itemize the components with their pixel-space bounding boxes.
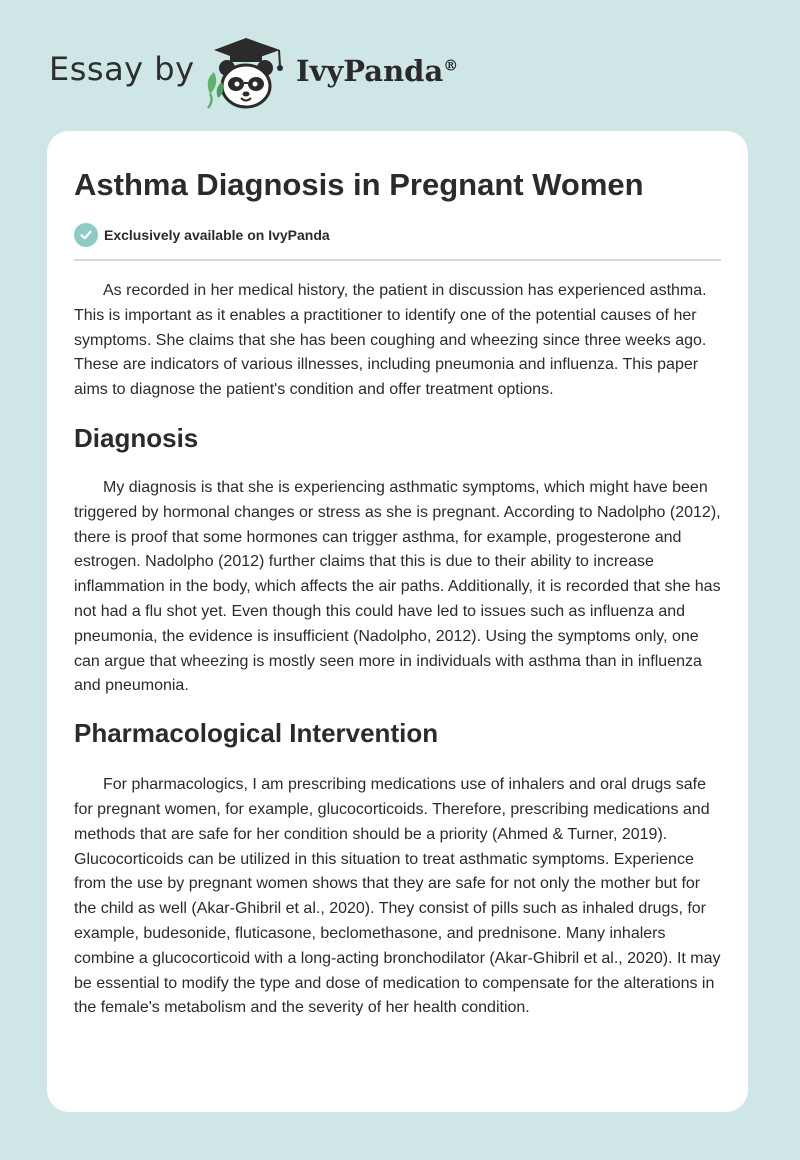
page-title: Asthma Diagnosis in Pregnant Women <box>74 167 644 202</box>
intro-paragraph: As recorded in her medical history, the patient in discussion has experienced asthma. This is important as it enables a practitioner to identify one of the potential causes of her symptoms. She claims that she has been coughing and wheezing since three weeks ago. These are indicators of various illnesses, including pneumonia and influenza. This paper aims to diagnose the patient's condition and offer treatment options. <box>74 282 707 399</box>
section-heading-diagnosis: Diagnosis <box>74 422 199 453</box>
article-card <box>47 131 748 1112</box>
section-body-pharmacological-intervention: For pharmacologics, I am prescribing medications use of inhalers and oral drugs safe for pregnant women, for example, glucocorticoids. Therefore, prescribing medications and methods that are safe for her condition should be a priority (Ahmed & Turner, 2019). Glucocorticoids can be utilized in this situation to treat asthmatic symptoms. Experience from the use by pregnant women shows that they are safe for not only the mother but for the child as well (Akar-Ghibril et al., 2020). They consist of pills such as inhaled drugs, for example, budesonide, fluticasone, beclomethasone, and prednisone. Many inhalers combine a glucocorticoid with a long-acting bronchodilator (Akar-Ghibril et al., 2020). It may be essential to modify the type and dose of medication to compensate for the alterations in the female's metabolism and the severity of her health condition. <box>74 776 721 1017</box>
brand-name-text: IvyPanda <box>296 54 444 88</box>
exclusive-badge <box>74 222 721 248</box>
section-body-diagnosis: My diagnosis is that she is experiencing asthmatic symptoms, which might have been triggered by hormonal changes or stress as she is pregnant. According to Nadolpho (2012), there is proof that some hormones can trigger asthma, for example, progesterone and estrogen. Nadolpho (2012) further claims that this is due to their ability to increase inflammation in the body, which affects the air paths. Additionally, it is recorded that she has not had a flu shot yet. Even though this could have led to issues such as influenza and pneumonia, the evidence is insufficient (Nadolpho, 2012). Using the symptoms only, one can argue that wheezing is mostly seen more in individuals with asthma than in influenza and pneumonia. <box>74 478 721 695</box>
section-heading-pharmacological-intervention: Pharmacological Intervention <box>74 718 439 749</box>
divider <box>74 259 721 261</box>
check-circle-icon <box>74 223 98 247</box>
site-header <box>0 0 800 130</box>
registered-mark: ® <box>443 56 459 75</box>
badge-label: Exclusively available on IvyPanda <box>104 227 330 243</box>
essay-by-label: Essay by <box>49 50 195 88</box>
brand-name[interactable] <box>296 54 458 88</box>
panda-graduate-logo-icon[interactable] <box>200 34 292 112</box>
